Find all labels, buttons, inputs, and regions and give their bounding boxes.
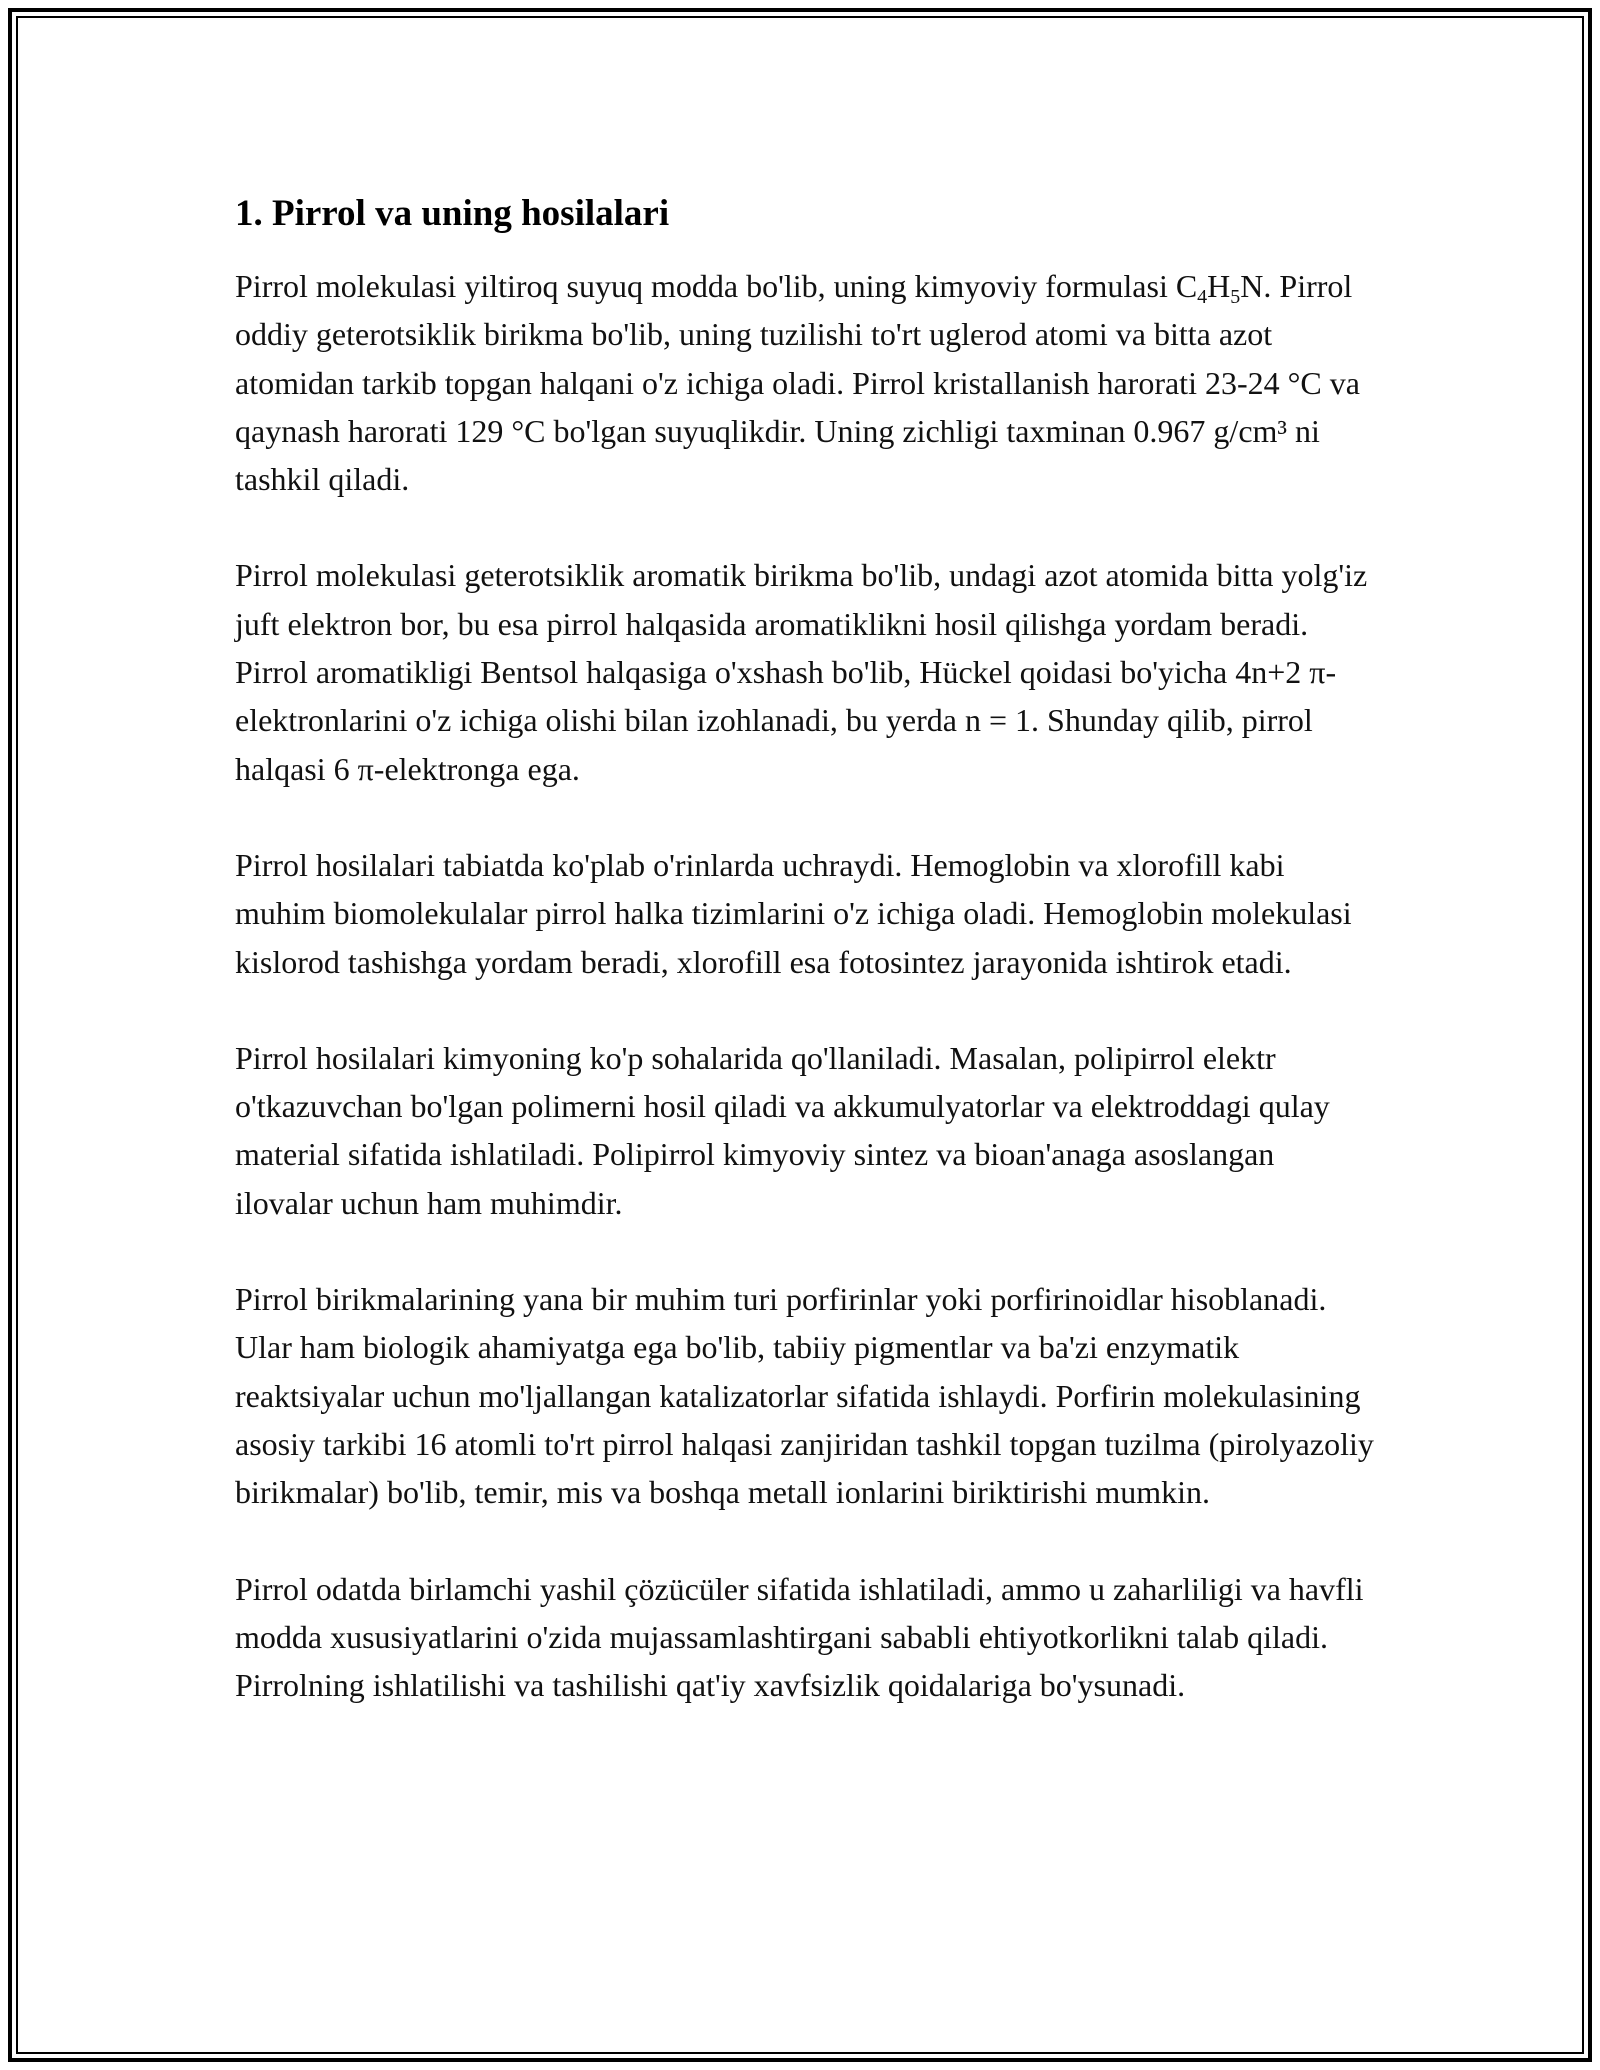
paragraph-nature: Pirrol hosilalari tabiatda ko'plab o'rinlarda uchraydi. Hemoglobin va xlorofill kabi muhim biomolekulalar pirrol halka tizimlarini o'z ichiga oladi. Hemoglobin molekulasi kislorod tashishga yordam beradi, xlorofill esa fotosintez jarayonida ishtirok etadi.	[235, 846, 1352, 980]
paragraph-text: . Pirrol oddiy geterotsiklik birikma bo'lib, uning tuzilishi to'rt uglerod atomi va bitta azot atomidan tarkib topgan halqani o'z ichiga oladi. Pirrol kristallanish harorati 23-24 °C va qaynash harorati 129 °C bo'lgan suyuqlikdir. Uning zichligi taxminan 0.967 g/cm³ ni tashkil qiladi.	[235, 268, 1360, 498]
paragraph-safety: Pirrol odatda birlamchi yashil çözücüler sifatida ishlatiladi, ammo u zaharliligi va havfli modda xususiyatlarini o'zida mujassamlashtirgani sababli ehtiyotkorlikni talab qiladi. Pirrolning ishlatilishi va tashilishi qat'iy xavfsizlik qoidalariga bo'ysunadi.	[235, 1570, 1364, 1704]
paragraph-properties	[235, 262, 1375, 503]
paragraph-applications: Pirrol hosilalari kimyoning ko'p sohalarida qo'llaniladi. Masalan, polipirrol elektr o'tkazuvchan bo'lgan polimerni hosil qiladi va akkumulyatorlar va elektroddagi qulay material sifatida ishlatiladi. Polipirrol kimyoviy sintez va bioan'anaga asoslangan ilovalar uchun ham muhimdir.	[235, 1039, 1330, 1221]
document-body	[235, 188, 1375, 1757]
section-heading: 1. Pirrol va uning hosilalari	[235, 193, 670, 234]
paragraph-text: Pirrol molekulasi yiltiroq suyuq modda bo'lib, uning kimyoviy formulasi	[235, 268, 1168, 304]
paragraph-porphyrins: Pirrol birikmalarining yana bir muhim turi porfirinlar yoki porfirinoidlar hisoblanadi. Ular ham biologik ahamiyatga ega bo'lib, tabiiy pigmentlar va ba'zi enzymatik reaktsiyalar uchun mo'ljallangan katalizatorlar sifatida ishlaydi. Porfirin molekulasining asosiy tarkibi 16 atomli to'rt pirrol halqasi zanjiridan tashkil topgan tuzilma (pirolyazoliy birikmalar) bo'lib, temir, mis va boshqa metall ionlarini biriktirishi mumkin.	[235, 1281, 1374, 1511]
chemical-formula: $C_4H_5N$	[1175, 268, 1264, 308]
paragraph-aromaticity: Pirrol molekulasi geterotsiklik aromatik birikma bo'lib, undagi azot atomida bitta yolg'iz juft elektron bor, bu esa pirrol halqasida aromatiklikni hosil qilishga yordam beradi. Pirrol aromatikligi Bentsol halqasiga o'xshash bo'lib, Hückel qoidasi bo'yicha 4n+2 π-elektronlarini o'z ichiga olishi bilan izohlanadi, bu yerda n = 1. Shunday qilib, pirrol halqasi 6 π-elektronga ega.	[235, 557, 1368, 787]
